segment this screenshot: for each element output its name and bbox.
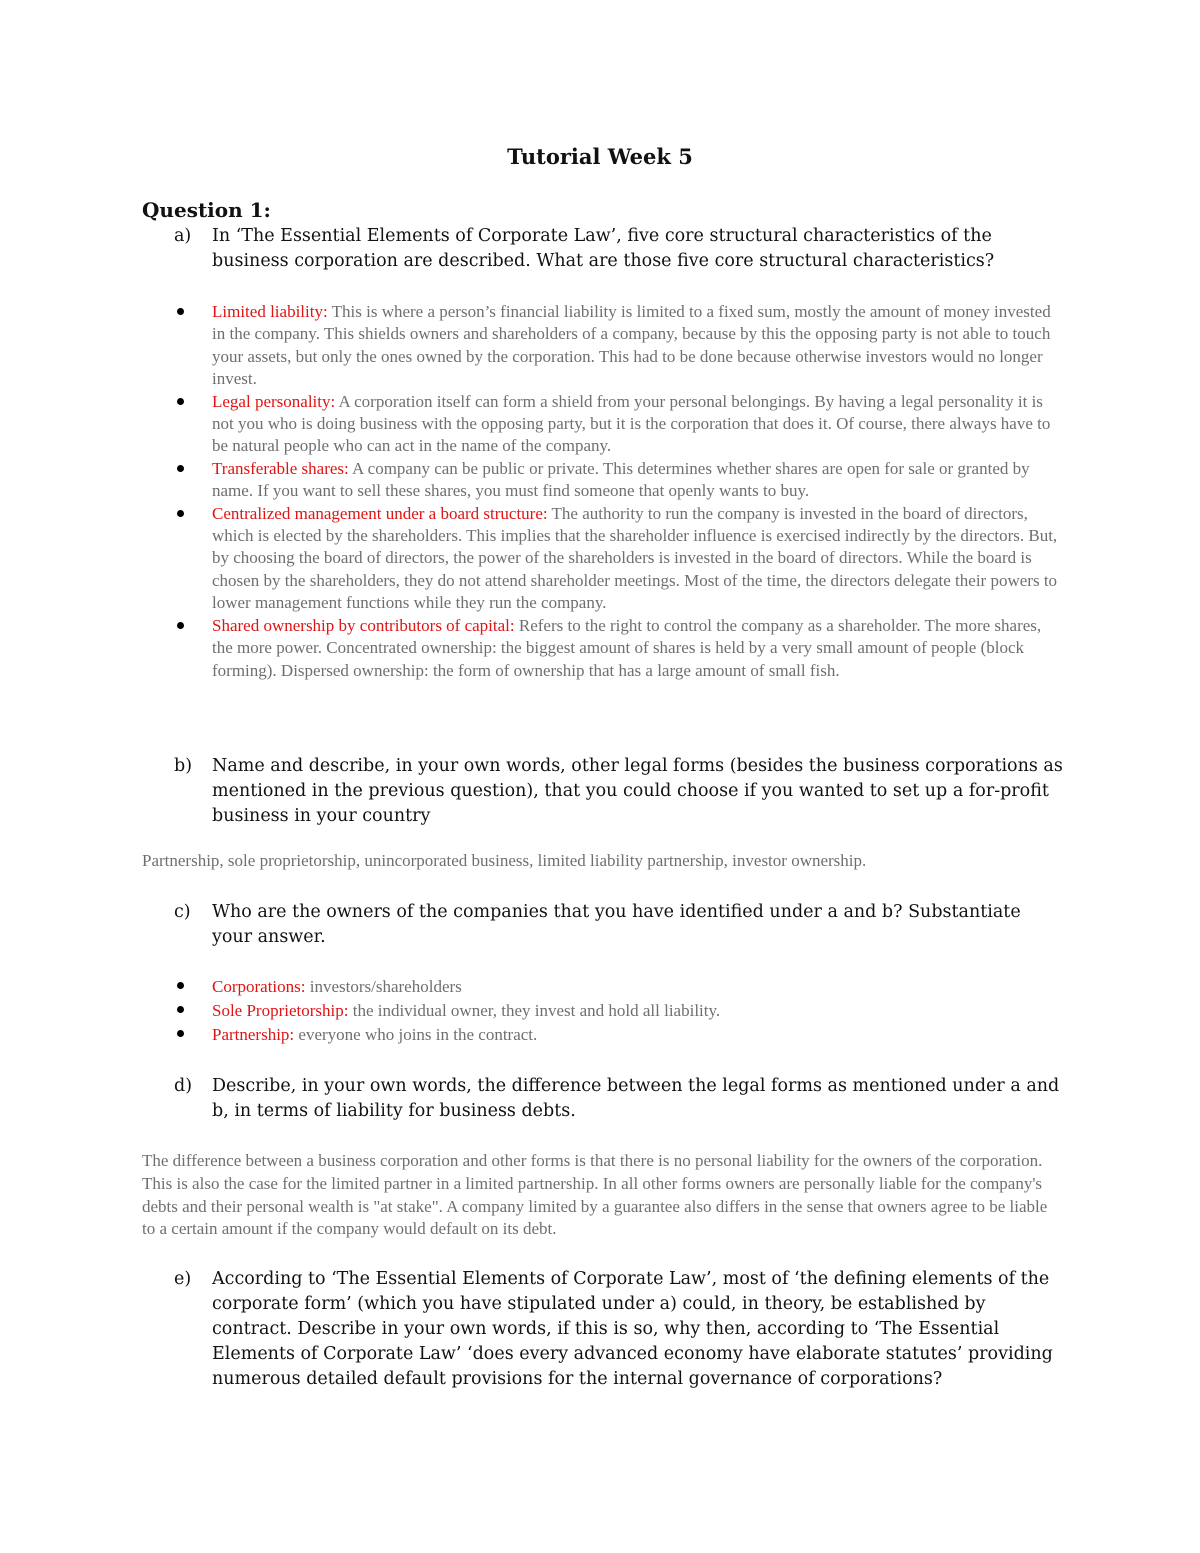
list-item [174, 503, 1064, 615]
list-item-text: the individual owner, they invest and hold all liability. [348, 1001, 721, 1020]
list-item-term: Legal personality: [212, 391, 336, 411]
question-b-text: Name and describe, in your own words, other legal forms (besides the business corporations as mentioned in the previous question), that you could choose if you wanted to set up a for-profit business in your country [212, 756, 1063, 826]
list-item [174, 458, 1064, 503]
page-title: Tutorial Week 5 [507, 144, 693, 169]
answer-d: The difference between a business corporation and other forms is that there is no personal liability for the owners of the corporation. This is also the case for the limited partner in a limited partnership. In all other forms owners are personally liable for the company's debts and their personal wealth is "at stake". A company limited by a guarantee also differs in the sense that owners agree to be liable to a certain amount if the company would default on its debt. [142, 1151, 1048, 1239]
question-e-letter: e) [174, 1269, 192, 1289]
list-item-term: Sole Proprietorship: [212, 1001, 349, 1020]
list-item [174, 999, 1064, 1023]
characteristics-list [174, 301, 1064, 682]
list-item-text: A company can be public or private. This determines whether shares are open for sale or granted by name. If you want to sell these shares, you must find someone that openly wants to buy. [212, 458, 1030, 501]
list-item-text: A corporation itself can form a shield from your personal belongings. By having a legal personality it is not you who is doing business with the opposing party, but it is the corporation that does it. Of course, there always have to be natural people who can act in the name of the company. [212, 391, 1051, 456]
list-item-term: Limited liability: [212, 302, 328, 321]
list-item-text: everyone who joins in the contract. [294, 1025, 538, 1044]
list-item-term: Transferable shares: [212, 458, 349, 478]
bullet-icon [177, 1030, 184, 1037]
question-b [174, 754, 1064, 829]
list-item [174, 301, 1064, 391]
list-item-term: Corporations: [212, 977, 306, 996]
bullet-icon [177, 398, 184, 405]
question-c-text: Who are the owners of the companies that you have identified under a and b? Substantiate your answer. [212, 902, 1021, 947]
bullet-icon [177, 1006, 184, 1013]
bullet-icon [177, 510, 184, 517]
question-e [174, 1267, 1064, 1392]
question-c [174, 900, 1064, 950]
question-a-letter: a) [174, 226, 192, 246]
owners-list [174, 975, 1064, 1047]
list-item-term: Centralized management under a board structure: [212, 503, 548, 523]
list-item [174, 1023, 1064, 1047]
list-item-text: investors/shareholders [305, 977, 462, 996]
question-a-text: In ‘The Essential Elements of Corporate Law’, five core structural characteristics of the business corporation are described. What are those five core structural characteristics? [212, 226, 995, 271]
question-d-text: Describe, in your own words, the difference between the legal forms as mentioned under a and b, in terms of liability for business debts. [212, 1076, 1060, 1121]
bullet-icon [177, 982, 184, 989]
question-d [174, 1074, 1064, 1124]
question-d-letter: d) [174, 1076, 193, 1096]
list-item [174, 615, 1064, 682]
question-a [174, 224, 1064, 274]
question-heading: Question 1: [142, 198, 271, 222]
question-c-letter: c) [174, 902, 191, 922]
list-item-text: This is where a person’s financial liability is limited to a fixed sum, mostly the amount of money invested in the company. This shields owners and shareholders of a company, because by this the opposing party is not able to touch your assets, but only the ones owned by the corporation. This had to be done because otherwise investors would no longer invest. [212, 302, 1051, 389]
list-item-term: Shared ownership by contributors of capital: [212, 615, 515, 635]
list-item [174, 975, 1064, 999]
bullet-icon [177, 465, 184, 472]
list-item-text: Refers to the right to control the company as a shareholder. The more shares, the more power. Concentrated ownership: the biggest amount of shares is held by a very small amount of people (block forming). Dispersed ownership: the form of ownership that has a large amount of small fish. [212, 615, 1042, 680]
list-item-text: The authority to run the company is invested in the board of directors, which is elected by the shareholders. This implies that the shareholder influence is exercised indirectly by the directors. But, by choosing the board of directors, the power of the shareholders is invested in the board of directors. While the board is chosen by the shareholders, they do not attend shareholder meetings. Most of the time, the directors delegate their powers to lower management functions while they run the company. [212, 503, 1058, 613]
bullet-icon [177, 308, 184, 315]
question-e-text: According to ‘The Essential Elements of Corporate Law’, most of ‘the defining elements of the corporate form’ (which you have stipulated under a) could, in theory, be established by contract. Describe in your own words, if this is so, why then, according to ‘The Essential Elements of Corporate Law’ ‘does every advanced economy have elaborate statutes’ providing numerous detailed default provisions for the internal governance of corporations? [212, 1269, 1053, 1389]
question-b-letter: b) [174, 756, 193, 776]
list-item [174, 391, 1064, 458]
bullet-icon [177, 622, 184, 629]
answer-b: Partnership, sole proprietorship, unincorporated business, limited liability partnership, investor ownership. [142, 851, 867, 870]
list-item-term: Partnership: [212, 1025, 295, 1044]
